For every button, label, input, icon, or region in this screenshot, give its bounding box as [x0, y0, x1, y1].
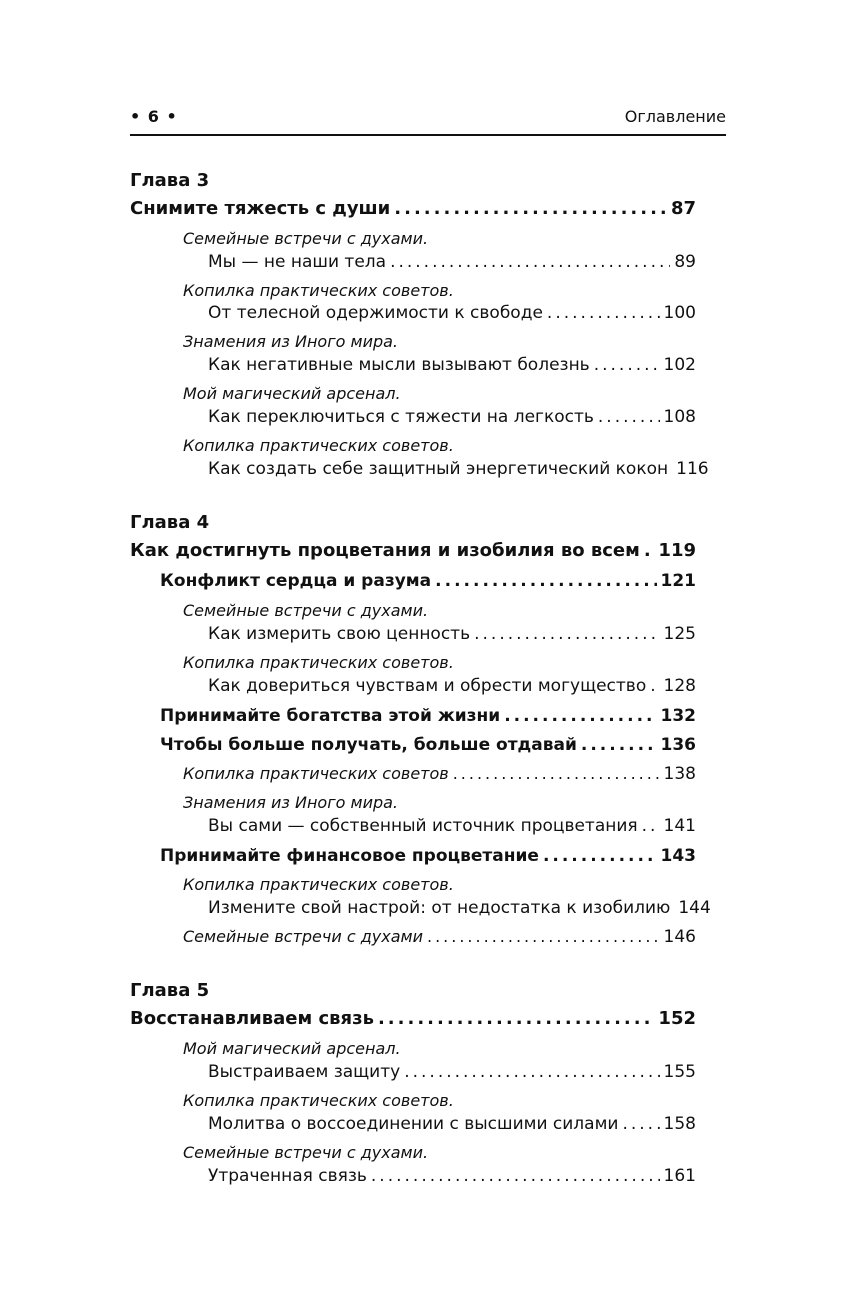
- page-number: • 6 •: [130, 107, 178, 126]
- leader-dots: [594, 352, 660, 378]
- entry-page: 108: [663, 407, 696, 427]
- entry-page: 119: [658, 540, 696, 561]
- entry-title: Как довериться чувствам и обрести могущество: [208, 676, 647, 696]
- rubric-label: Копилка практических советов.: [183, 653, 454, 672]
- entry-page: 158: [663, 1114, 696, 1134]
- leader-dots: [378, 1006, 654, 1032]
- rubric-label: Семейные встречи с духами.: [183, 1143, 429, 1162]
- toc-entry[interactable]: [208, 673, 696, 699]
- rubric-label: Семейные встречи с духами.: [183, 229, 429, 248]
- rubric-label: Копилка практических советов.: [183, 875, 454, 894]
- leader-dots: [435, 568, 656, 594]
- entry-title: Мы — не наши тела: [208, 252, 387, 272]
- toc-entry[interactable]: [208, 352, 696, 378]
- entry-page: 121: [660, 571, 696, 591]
- leader-dots: [644, 538, 655, 564]
- entry-title: Утраченная связь: [208, 1166, 367, 1186]
- header-rule: [130, 134, 726, 136]
- chapter-label: Глава 5: [130, 980, 210, 1001]
- leader-dots: [404, 1059, 659, 1085]
- entry-title: Вы сами — собственный источник процветания: [208, 816, 638, 836]
- toc-entry[interactable]: [208, 621, 696, 647]
- toc-entry[interactable]: [208, 300, 696, 326]
- entry-page: 100: [663, 303, 696, 323]
- entry-page: 155: [663, 1062, 696, 1082]
- toc-entry-section[interactable]: [160, 703, 696, 729]
- entry-page: 146: [663, 927, 696, 947]
- entry-title: Как негативные мысли вызывают болезнь: [208, 355, 590, 375]
- leader-dots: [547, 300, 660, 326]
- entry-page: 132: [660, 706, 696, 726]
- entry-page: 116: [676, 459, 709, 479]
- entry-title: Принимайте финансовое процветание: [160, 846, 539, 866]
- entry-page: 141: [663, 816, 696, 836]
- entry-title: Молитва о воссоединении с высшими силами: [208, 1114, 619, 1134]
- entry-title: Конфликт сердца и разума: [160, 571, 432, 591]
- toc-entry-section[interactable]: [160, 732, 696, 758]
- toc-rubric-entry[interactable]: [183, 761, 696, 787]
- leader-dots: [453, 761, 660, 787]
- toc-entry[interactable]: [208, 404, 696, 430]
- entry-title: Как создать себе защитный энергетический кокон: [208, 459, 669, 479]
- entry-title: Снимите тяжесть с души: [130, 198, 391, 219]
- leader-dots: [598, 404, 660, 430]
- entry-page: 138: [663, 764, 696, 784]
- toc-entry[interactable]: [208, 813, 696, 839]
- toc-entry-chapter-title[interactable]: [130, 196, 696, 222]
- rubric-label: Копилка практических советов: [183, 764, 449, 783]
- toc-entry[interactable]: [208, 895, 711, 921]
- entry-title: Как измерить свою ценность: [208, 624, 471, 644]
- rubric-label: Копилка практических советов.: [183, 436, 454, 455]
- rubric-label: Знамения из Иного мира.: [183, 793, 399, 812]
- entry-title: Восстанавливаем связь: [130, 1008, 374, 1029]
- toc-rubric-entry[interactable]: [183, 924, 696, 950]
- leader-dots: [394, 196, 667, 222]
- running-title: Оглавление: [624, 107, 726, 126]
- leader-dots: [543, 843, 657, 869]
- leader-dots: [650, 673, 659, 699]
- entry-title: Принимайте богатства этой жизни: [160, 706, 501, 726]
- entry-title: Как переключиться с тяжести на легкость: [208, 407, 594, 427]
- rubric-label: Мой магический арсенал.: [183, 1039, 401, 1058]
- entry-page: 144: [678, 898, 711, 918]
- toc-entry[interactable]: [208, 1111, 696, 1137]
- entry-title: Измените свой настрой: от недостатка к изобилию: [208, 898, 671, 918]
- toc-entry[interactable]: [208, 249, 696, 275]
- chapter-label: Глава 3: [130, 170, 210, 191]
- rubric-label: Семейные встречи с духами: [183, 927, 423, 946]
- toc-entry[interactable]: [208, 1163, 696, 1189]
- entry-title: Как достигнуть процветания и изобилия во всем: [130, 540, 640, 561]
- toc-entry-chapter-title[interactable]: [130, 1006, 696, 1032]
- rubric-label: Копилка практических советов.: [183, 281, 454, 300]
- rubric-label: Семейные встречи с духами.: [183, 601, 429, 620]
- entry-page: 143: [660, 846, 696, 866]
- rubric-label: Знамения из Иного мира.: [183, 332, 399, 351]
- toc-entry[interactable]: [208, 1059, 696, 1085]
- entry-page: 136: [660, 735, 696, 755]
- entry-page: 125: [663, 624, 696, 644]
- leader-dots: [581, 732, 657, 758]
- entry-page: 87: [670, 198, 696, 219]
- leader-dots: [474, 621, 659, 647]
- rubric-label: Мой магический арсенал.: [183, 384, 401, 403]
- entry-page: 102: [663, 355, 696, 375]
- toc-entry[interactable]: [208, 456, 709, 482]
- entry-title: От телесной одержимости к свободе: [208, 303, 543, 323]
- toc-entry-chapter-title[interactable]: [130, 538, 696, 564]
- entry-page: 89: [674, 252, 696, 272]
- entry-page: 161: [663, 1166, 696, 1186]
- running-header: [130, 104, 726, 130]
- entry-page: 128: [663, 676, 696, 696]
- leader-dots: [371, 1163, 660, 1189]
- leader-dots: [427, 924, 660, 950]
- entry-title: Чтобы больше получать, больше отдавай: [160, 735, 577, 755]
- leader-dots: [390, 249, 670, 275]
- leader-dots: [622, 1111, 659, 1137]
- toc-entry-section[interactable]: [160, 843, 696, 869]
- rubric-label: Копилка практических советов.: [183, 1091, 454, 1110]
- chapter-label: Глава 4: [130, 512, 210, 533]
- toc-entry-section[interactable]: [160, 568, 696, 594]
- leader-dots: [642, 813, 660, 839]
- leader-dots: [504, 703, 656, 729]
- entry-title: Выстраиваем защиту: [208, 1062, 401, 1082]
- entry-page: 152: [658, 1008, 696, 1029]
